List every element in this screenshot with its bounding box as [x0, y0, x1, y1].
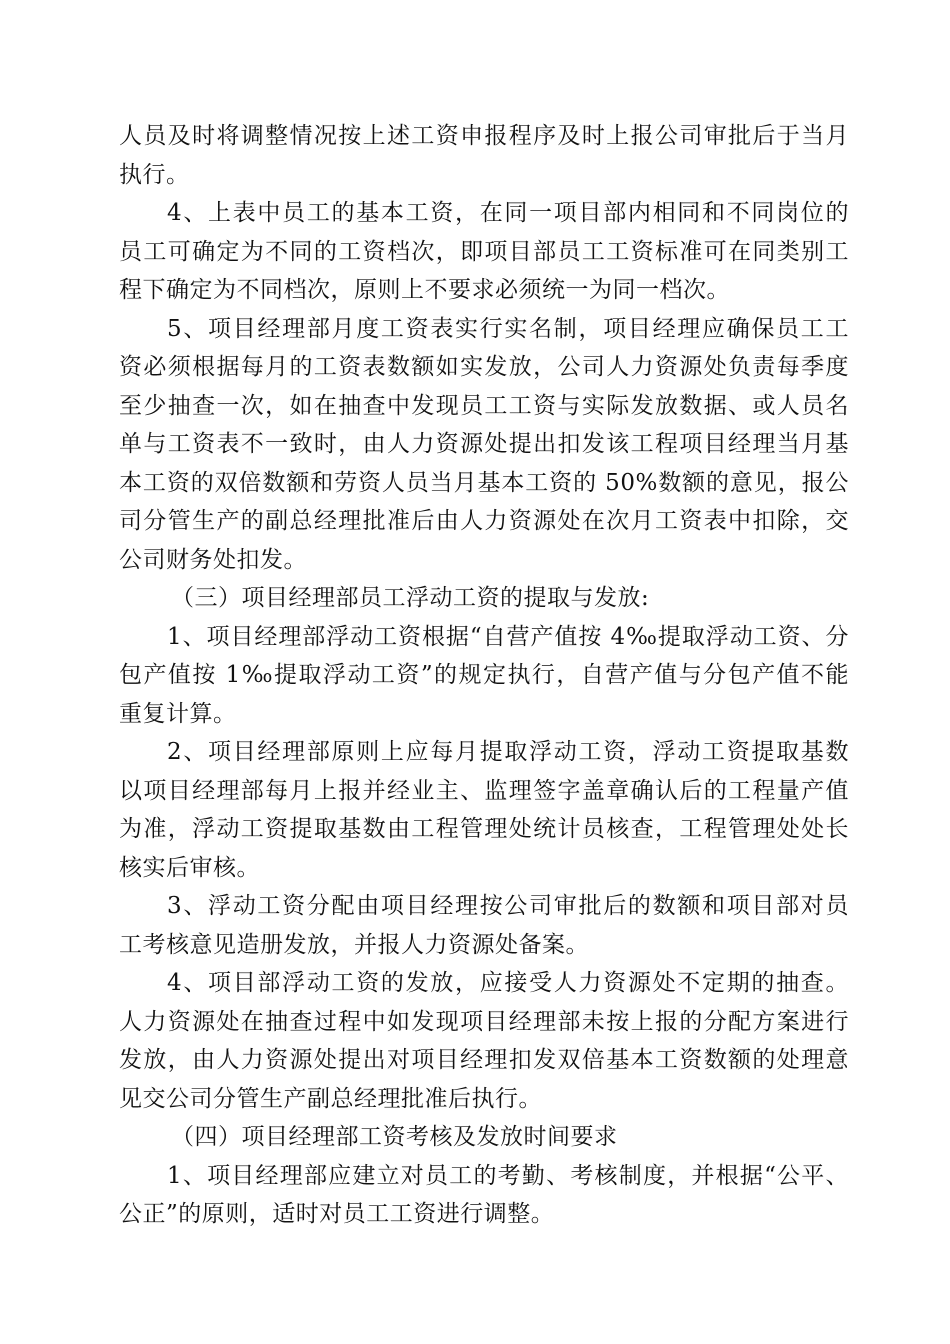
text-line: 2、项目经理部原则上应每月提取浮动工资，浮动工资提取基数 [167, 739, 849, 765]
text-line: 资必须根据每月的工资表数额如实发放，公司人力资源处负责每季度 [119, 354, 849, 380]
text-line: 公司财务处扣发。 [119, 546, 307, 573]
text-line: 1、项目经理部应建立对员工的考勤、考核制度，并根据“公平、 [167, 1162, 849, 1189]
text-line: 本工资的双倍数额和劳资人员当月基本工资的 50%数额的意见，报公 [119, 469, 849, 496]
text-line: 以项目经理部每月上报并经业主、监理签字盖章确认后的工程量产值 [119, 777, 849, 804]
text-line: 单与工资表不一致时，由人力资源处提出扣发该工程项目经理当月基 [119, 431, 849, 457]
text-line: 司分管生产的副总经理批准后由人力资源处在次月工资表中扣除，交 [119, 508, 849, 534]
text-line: 1、项目经理部浮动工资根据“自营产值按 4‰提取浮动工资、分 [167, 623, 849, 650]
text-line: 发放，由人力资源处提出对项目经理扣发双倍基本工资数额的处理意 [119, 1047, 849, 1073]
text-line: 5、项目经理部月度工资表实行实名制，项目经理应确保员工工 [167, 315, 849, 342]
text-line: 为准，浮动工资提取基数由工程管理处统计员核查，工程管理处处长 [119, 816, 849, 842]
text-line: 包产值按 1‰提取浮动工资”的规定执行，自营产值与分包产值不能 [119, 662, 849, 688]
text-line: 员工可确定为不同的工资档次，即项目部员工工资标准可在同类别工 [119, 238, 849, 265]
text-line: 3、浮动工资分配由项目经理按公司审批后的数额和项目部对员 [167, 893, 849, 919]
text-line: 至少抽查一次，如在抽查中发现员工工资与实际发放数据、或人员名 [119, 392, 849, 419]
text-line: 公正”的原则，适时对员工工资进行调整。 [119, 1201, 555, 1227]
text-line: 重复计算。 [119, 700, 237, 727]
section-heading: （四）项目经理部工资考核及发放时间要求 [171, 1124, 618, 1150]
text-line: 见交公司分管生产副总经理批准后执行。 [119, 1085, 542, 1112]
text-line: 核实后审核。 [119, 854, 260, 881]
text-line: 人力资源处在抽查过程中如发现项目经理部未按上报的分配方案进行 [119, 1008, 849, 1035]
section-heading: （三）项目经理部员工浮动工资的提取与发放: [171, 585, 650, 611]
text-line: 4、上表中员工的基本工资，在同一项目部内相同和不同岗位的 [167, 200, 849, 226]
document-body [119, 117, 849, 1234]
text-line: 人员及时将调整情况按上述工资申报程序及时上报公司审批后于当月 [119, 123, 849, 149]
text-line: 工考核意见造册发放，并报人力资源处备案。 [119, 931, 589, 958]
text-line: 4、项目部浮动工资的发放，应接受人力资源处不定期的抽查。 [167, 970, 849, 996]
text-line: 程下确定为不同档次，原则上不要求必须统一为同一档次。 [119, 277, 730, 303]
text-line: 执行。 [119, 161, 190, 188]
